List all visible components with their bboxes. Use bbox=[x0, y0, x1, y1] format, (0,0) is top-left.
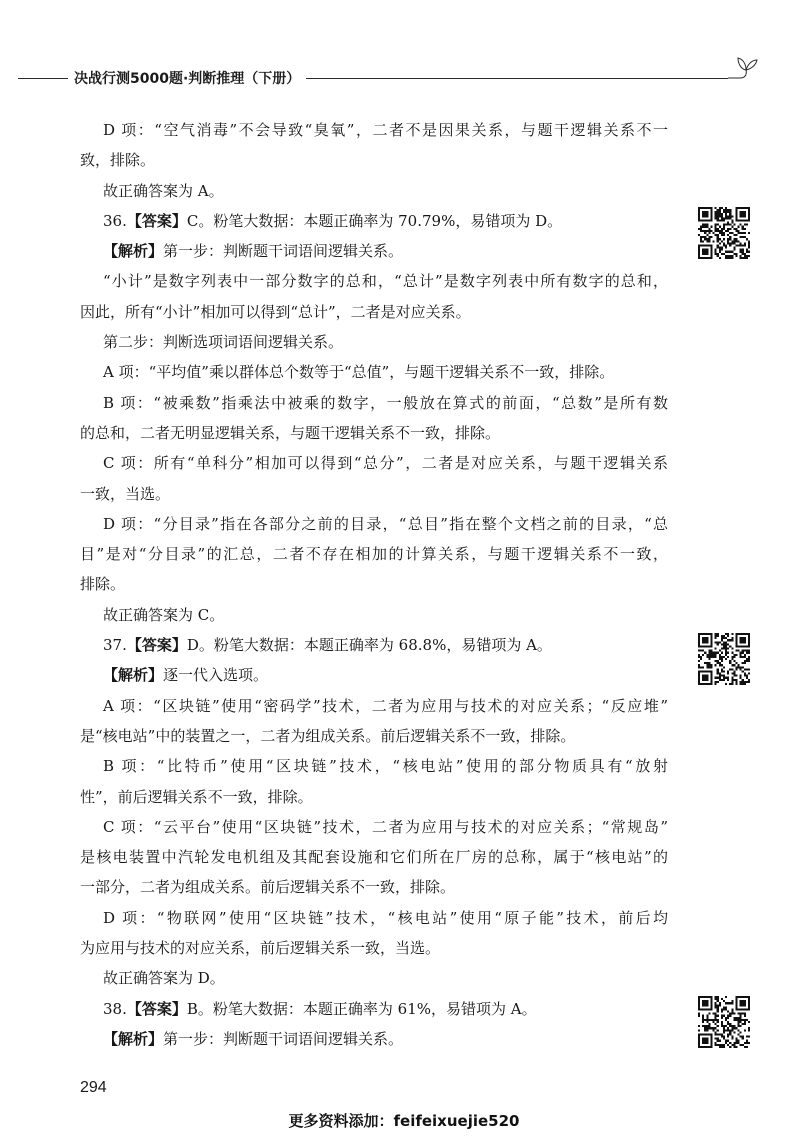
header-rule-right bbox=[306, 78, 728, 79]
text-line: D 项：“分目录”指在各部分之前的目录，“总目”指在整个文档之前的目录，“总 bbox=[103, 514, 668, 533]
paragraph-option-b-q37 bbox=[80, 751, 668, 812]
paragraph-option-a-q36 bbox=[80, 357, 668, 387]
text-line: 的总和，二者无明显逻辑关系，与题干逻辑关系不一致，排除。 bbox=[80, 423, 501, 442]
paragraph-option-d-q37 bbox=[80, 903, 668, 964]
paragraph-conclusion-q37 bbox=[80, 963, 668, 993]
answer-label: 【答案】 bbox=[126, 636, 187, 655]
text-line: 因此，所有“小计”相加可以得到“总计”，二者是对应关系。 bbox=[80, 302, 471, 321]
paragraph-option-d-q35 bbox=[80, 115, 668, 176]
header-rule-left bbox=[18, 78, 68, 79]
paragraph-stem-relation-q36 bbox=[80, 266, 668, 327]
analysis-text: 逐一代入选项。 bbox=[163, 666, 269, 685]
analysis-text: 第一步：判断题干词语间逻辑关系。 bbox=[163, 242, 404, 261]
analysis-line-q36 bbox=[80, 236, 668, 266]
text-line: C 项：“云平台”使用“区块链”技术，二者为应用与技术的对应关系；“常规岛” bbox=[103, 817, 668, 836]
answer-text: D。粉笔大数据：本题正确率为 68.8%，易错项为 A。 bbox=[186, 636, 552, 655]
sprout-ornament-icon bbox=[728, 66, 758, 90]
answer-text: C。粉笔大数据：本题正确率为 70.79%，易错项为 D。 bbox=[186, 211, 563, 230]
analysis-line bbox=[80, 660, 668, 690]
analysis-line bbox=[80, 236, 668, 266]
text-line: 一致，当选。 bbox=[80, 484, 171, 503]
answer-line-q37 bbox=[80, 630, 668, 660]
page-number: 294 bbox=[80, 1079, 107, 1096]
text-line: 一部分，二者为组成关系。前后逻辑关系不一致，排除。 bbox=[80, 878, 456, 897]
text-line: 是核电装置中汽轮发电机组及其配套设施和它们所在厂房的总称，属于“核电站”的 bbox=[80, 848, 668, 867]
footer-note: 更多资料添加：feifeixuejie520 bbox=[288, 1112, 520, 1130]
answer-line bbox=[80, 206, 668, 236]
text-line: 为应用与技术的对应关系，前后逻辑关系一致，当选。 bbox=[80, 939, 441, 958]
text-line: B 项：“被乘数”指乘法中被乘的数字，一般放在算式的前面，“总数”是所有数 bbox=[103, 393, 668, 412]
answer-label: 【答案】 bbox=[126, 999, 187, 1018]
answer-line-q36 bbox=[80, 206, 668, 236]
text-line: 是“核电站”中的装置之一，二者为组成关系。前后逻辑关系不一致，排除。 bbox=[80, 726, 576, 745]
text-line: 故正确答案为 D。 bbox=[103, 969, 225, 988]
qr-code bbox=[698, 207, 750, 259]
text-line: 性”，前后逻辑关系不一致，排除。 bbox=[80, 787, 313, 806]
paragraph-option-a-q37 bbox=[80, 691, 668, 752]
analysis-label: 【解析】 bbox=[103, 242, 164, 261]
paragraph-conclusion-q35 bbox=[80, 176, 668, 206]
text-line: A 项：“区块链”使用“密码学”技术，二者为应用与技术的对应关系；“反应堆” bbox=[103, 696, 668, 715]
text-line: C 项：所有“单科分”相加可以得到“总分”，二者是对应关系，与题干逻辑关系 bbox=[103, 454, 668, 473]
analysis-label: 【解析】 bbox=[103, 666, 164, 685]
paragraph-option-d-q36 bbox=[80, 509, 668, 600]
qr-code bbox=[698, 996, 750, 1048]
analysis-line-q37 bbox=[80, 660, 668, 690]
text-line: 排除。 bbox=[80, 575, 126, 594]
text-line: A 项：“平均值”乘以群体总个数等于“总值”，与题干逻辑关系不一致，排除。 bbox=[103, 363, 615, 382]
answer-text: B。粉笔大数据：本题正确率为 61%，易错项为 A。 bbox=[186, 999, 537, 1018]
text-line: 致，排除。 bbox=[80, 151, 156, 170]
question-number: 38. bbox=[103, 999, 127, 1018]
analysis-label: 【解析】 bbox=[103, 1029, 164, 1048]
question-number: 36. bbox=[103, 211, 127, 230]
book-title: 决战行测5000题·判断推理（下册） bbox=[74, 71, 301, 87]
text-line: D 项：“空气消毒”不会导致“臭氧”，二者不是因果关系，与题干逻辑关系不一 bbox=[103, 121, 668, 139]
text-line: 第二步：判断选项词语间逻辑关系。 bbox=[103, 333, 344, 352]
paragraph-conclusion-q36 bbox=[80, 600, 668, 630]
text-line: 目”是对“分目录”的汇总，二者不存在相加的计算关系，与题干逻辑关系不一致， bbox=[80, 545, 668, 564]
text-line: 故正确答案为 C。 bbox=[103, 605, 225, 624]
qr-code bbox=[698, 633, 750, 685]
text-line: 故正确答案为 A。 bbox=[103, 181, 224, 200]
paragraph-option-c-q37 bbox=[80, 812, 668, 903]
running-header bbox=[18, 66, 758, 90]
answer-line bbox=[80, 994, 668, 1024]
analysis-line bbox=[80, 1024, 668, 1054]
analysis-line-q38 bbox=[80, 1024, 668, 1054]
text-line: B 项：“比特币”使用“区块链”技术，“核电站”使用的部分物质具有“放射 bbox=[103, 757, 668, 776]
answer-line bbox=[80, 630, 668, 660]
answer-line-q38 bbox=[80, 994, 668, 1024]
paragraph-step-two-q36 bbox=[80, 327, 668, 357]
text-line: D 项：“物联网”使用“区块链”技术，“核电站”使用“原子能”技术，前后均 bbox=[103, 908, 668, 927]
paragraph-option-b-q36 bbox=[80, 388, 668, 449]
answer-label: 【答案】 bbox=[126, 211, 187, 230]
question-number: 37. bbox=[103, 636, 127, 655]
analysis-text: 第一步：判断题干词语间逻辑关系。 bbox=[163, 1029, 404, 1048]
page-body bbox=[80, 115, 668, 1054]
text-line: “小计”是数字列表中一部分数字的总和，“总计”是数字列表中所有数字的总和， bbox=[103, 272, 668, 291]
paragraph-option-c-q36 bbox=[80, 448, 668, 509]
